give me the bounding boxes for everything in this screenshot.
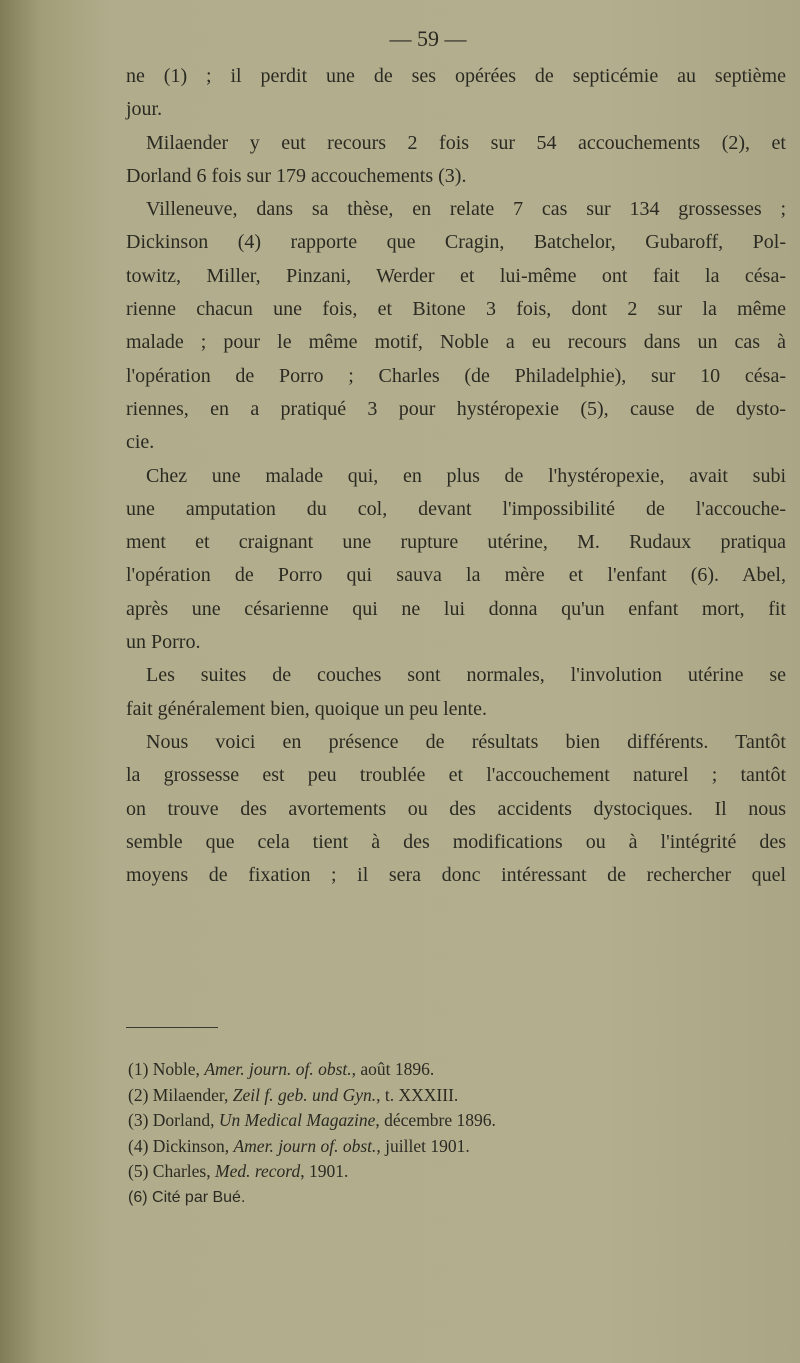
text-line: Chez une malade qui, en plus de l'hystéropexie, avait subi bbox=[146, 464, 786, 487]
text-line: Milaender y eut recours 2 fois sur 54 accouchements (2), et bbox=[146, 131, 786, 154]
text-line: jour. bbox=[126, 98, 163, 121]
text-line: rienne chacun une fois, et Bitone 3 fois, dont 2 sur la même bbox=[126, 298, 786, 321]
text-line: Dorland 6 fois sur 179 accouchements (3). bbox=[126, 164, 467, 187]
text-line: malade ; pour le même motif, Noble a eu recours dans un cas à bbox=[126, 331, 786, 354]
footnote-rest: , 1901. bbox=[300, 1161, 349, 1181]
footnote-rest: , décembre 1896. bbox=[375, 1110, 496, 1130]
footnote-num: (3) bbox=[128, 1110, 149, 1130]
footnote-journal: Med. record bbox=[215, 1161, 301, 1181]
footnote bbox=[128, 1083, 496, 1109]
page-number: — 59 — bbox=[389, 26, 467, 51]
footnote-journal: Un Medical Magazine bbox=[218, 1110, 376, 1130]
footnote-num: (4) bbox=[128, 1135, 149, 1156]
footnote-separator bbox=[126, 1027, 218, 1028]
footnote-journal: Amer. journ of. obst. bbox=[233, 1135, 377, 1156]
footnote-author: Milaender, bbox=[152, 1084, 229, 1105]
footnote-num: (2) bbox=[128, 1084, 149, 1105]
text-line: semble que cela tient à des modifications ou à l'intégrité des bbox=[126, 830, 786, 853]
footnote-author: Dorland, bbox=[152, 1110, 215, 1130]
text-line: la grossesse est peu troublée et l'accouchement naturel ; tantôt bbox=[126, 764, 786, 787]
footnote-author: Dickinson, bbox=[152, 1135, 230, 1156]
text-line: ment et craignant une rupture utérine, M. Rudaux pratiqua bbox=[126, 531, 786, 554]
footnote-journal: Amer. journ. of. obst. bbox=[204, 1059, 352, 1079]
footnote bbox=[128, 1057, 496, 1083]
footnote-rest: , t. XXXIII. bbox=[376, 1084, 459, 1105]
text-line: Les suites de couches sont normales, l'involution utérine se bbox=[146, 664, 786, 687]
text-line: Nous voici en présence de résultats bien différents. Tantôt bbox=[146, 730, 786, 753]
footnote bbox=[128, 1108, 496, 1134]
text-line: ne (1) ; il perdit une de ses opérées de septicémie au septième bbox=[126, 65, 786, 87]
footnote bbox=[128, 1134, 496, 1160]
text-line: un Porro. bbox=[126, 631, 201, 654]
text-line: cie. bbox=[126, 431, 155, 454]
footnote-author: Charles, bbox=[152, 1161, 211, 1181]
footnote-num: (5) bbox=[128, 1161, 149, 1181]
text-line: Dickinson (4) rapporte que Cragin, Batchelor, Gubaroff, Pol- bbox=[126, 231, 786, 254]
text-line: fait généralement bien, quoique un peu lente. bbox=[126, 697, 487, 720]
text-line: l'opération de Porro qui sauva la mère et l'enfant (6). Abel, bbox=[126, 564, 786, 587]
text-line: on trouve des avortements ou des accidents dystociques. Il nous bbox=[126, 797, 786, 820]
text-line: riennes, en a pratiqué 3 pour hystéropexie (5), cause de dysto- bbox=[126, 397, 786, 420]
footnote bbox=[128, 1185, 496, 1211]
text-line: towitz, Miller, Pinzani, Werder et lui-même ont fait la césa- bbox=[126, 264, 786, 287]
body-text bbox=[126, 60, 786, 892]
footnote-num: (6) bbox=[128, 1188, 148, 1206]
footnote-rest: , juillet 1901. bbox=[376, 1135, 470, 1156]
text-line: moyens de fixation ; il sera donc intéressant de rechercher quel bbox=[126, 864, 786, 887]
footnotes bbox=[128, 1057, 496, 1210]
footnote-author: Cité par Bué. bbox=[152, 1188, 246, 1206]
footnote-journal: Zeil f. geb. und Gyn. bbox=[232, 1084, 377, 1105]
footnote-author: Noble, bbox=[152, 1059, 200, 1079]
text-line: l'opération de Porro ; Charles (de Philadelphie), sur 10 césa- bbox=[126, 364, 786, 387]
footnote-rest: , août 1896. bbox=[351, 1059, 435, 1079]
text-line: après une césarienne qui ne lui donna qu'un enfant mort, fit bbox=[126, 597, 786, 620]
text-line: Villeneuve, dans sa thèse, en relate 7 cas sur 134 grossesses ; bbox=[146, 198, 786, 221]
footnote-num: (1) bbox=[128, 1059, 149, 1079]
footnote bbox=[128, 1159, 496, 1185]
text-line: une amputation du col, devant l'impossibilité de l'accouche- bbox=[126, 497, 786, 520]
